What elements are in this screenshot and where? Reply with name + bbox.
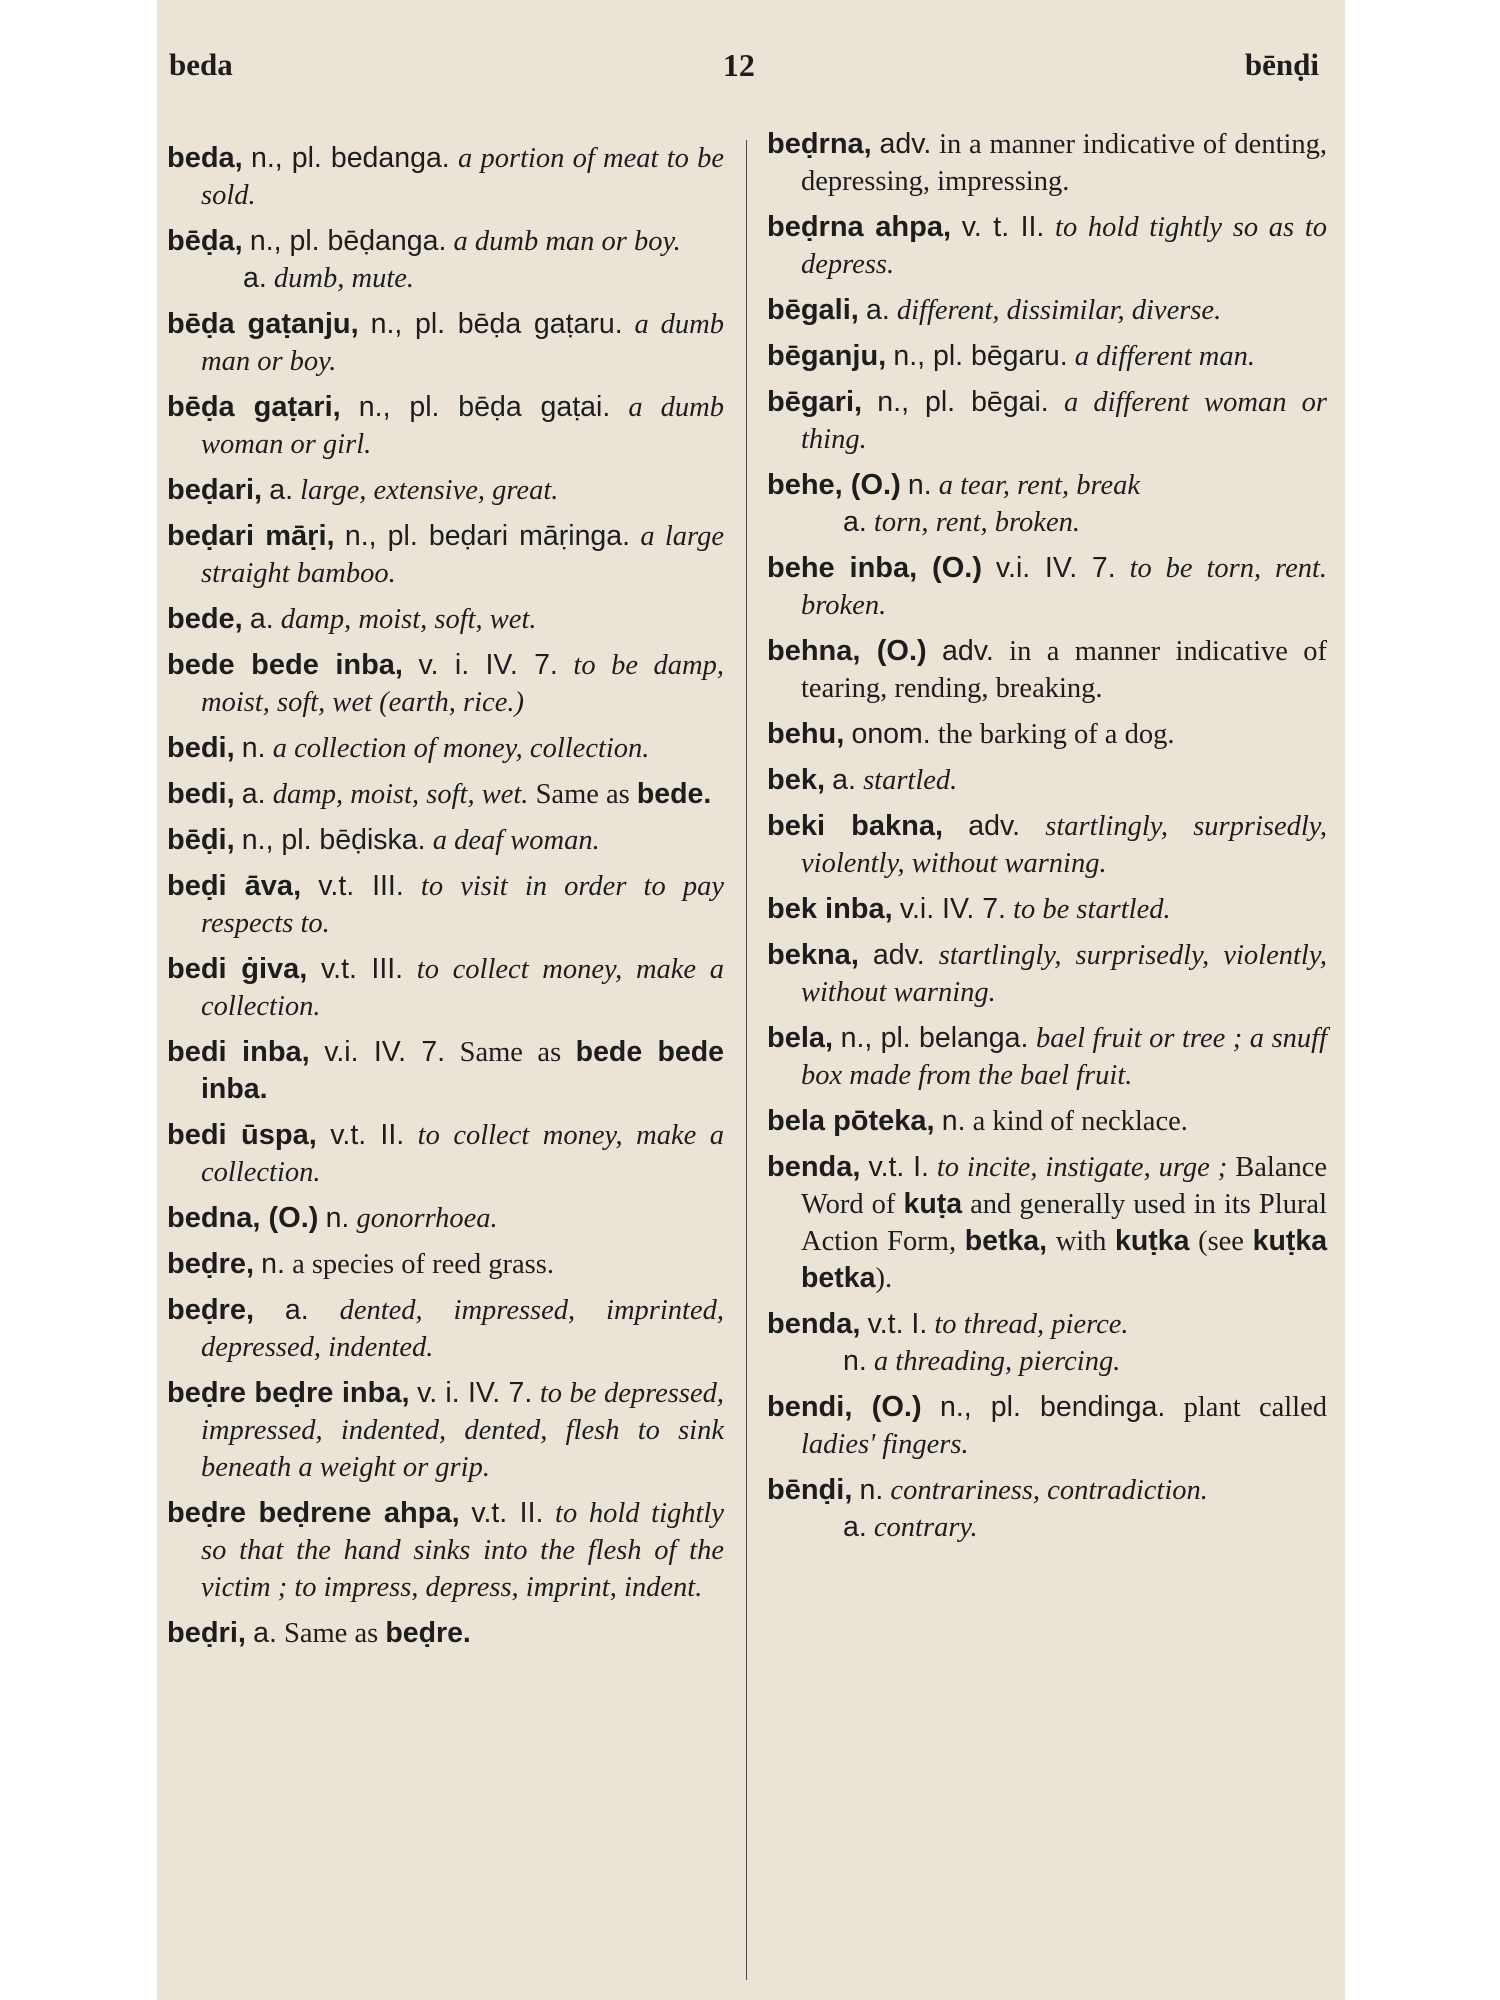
grammar-label: a. xyxy=(269,474,293,506)
headword: bēḍa, xyxy=(167,225,243,257)
note: (see xyxy=(1198,1226,1244,1257)
grammar-label: n., pl. bēḍa gaṭai. xyxy=(358,391,611,423)
dictionary-entry xyxy=(167,1117,724,1191)
grammar-label: v.t. I. xyxy=(868,1151,929,1183)
grammar-label: n. xyxy=(941,1105,966,1137)
headword: bede bede inba, xyxy=(167,649,403,681)
dictionary-page xyxy=(157,0,1345,2000)
left-column xyxy=(167,140,747,1980)
headword: bēgali, xyxy=(767,294,859,326)
dictionary-entry xyxy=(167,472,724,509)
headword: bede, xyxy=(167,603,243,635)
definition: to hold tightly so as to depress. xyxy=(801,212,1327,280)
dictionary-entry xyxy=(167,389,724,463)
grammar-label: v.i. IV. 7. xyxy=(324,1036,446,1068)
headword: beḍre, xyxy=(167,1294,255,1326)
dictionary-entry xyxy=(767,762,1327,799)
dictionary-entry xyxy=(167,1375,724,1486)
headword: bēganju, xyxy=(767,340,887,372)
headword: bedi, xyxy=(167,732,235,764)
dictionary-entry xyxy=(167,868,724,942)
note: the barking of a dog. xyxy=(937,719,1175,750)
definition: dented, impressed, imprinted, depressed, indented. xyxy=(201,1295,724,1363)
note: Same as xyxy=(535,779,630,810)
dictionary-entry xyxy=(767,467,1327,541)
definition: a tear, rent, break xyxy=(938,470,1141,501)
note: in a manner indicative of tearing, rending, breaking. xyxy=(801,636,1327,704)
definition: a dumb woman or girl. xyxy=(201,392,725,460)
grammar-label: a. xyxy=(253,1617,277,1649)
dictionary-entry xyxy=(767,292,1327,329)
grammar-label: n. xyxy=(241,732,266,764)
note: Same as xyxy=(284,1618,379,1649)
definition: a deaf woman. xyxy=(432,825,600,856)
grammar-label: adv. xyxy=(942,635,994,667)
dictionary-entry xyxy=(767,126,1327,200)
dictionary-entry xyxy=(767,808,1327,882)
headword: bedi, xyxy=(167,778,235,810)
dictionary-entry xyxy=(167,1292,724,1366)
note: in a manner indicative of denting, depressing, impressing. xyxy=(801,129,1328,197)
dictionary-entry xyxy=(767,633,1327,707)
grammar-label: a. xyxy=(865,294,890,326)
note: and generally used in its Plural Action Form, xyxy=(801,1189,1328,1257)
note: plant called xyxy=(1183,1392,1328,1423)
grammar-label: v.t. I. xyxy=(867,1308,928,1340)
headword: beḍari, xyxy=(167,474,263,506)
grammar-label: n. xyxy=(261,1248,285,1280)
grammar-label: a. xyxy=(843,506,867,538)
headword: benda, xyxy=(767,1308,861,1340)
dictionary-entry xyxy=(167,518,724,592)
cross-reference: bede bede inba. xyxy=(201,1036,725,1105)
definition: a large straight bamboo. xyxy=(201,521,724,589)
grammar-label: n. xyxy=(907,469,932,501)
grammar-label: adv. xyxy=(968,810,1021,842)
headword: bedi ġiva, xyxy=(167,953,308,985)
dictionary-entry xyxy=(167,647,724,721)
dictionary-entry xyxy=(767,891,1327,928)
headword: bekna, xyxy=(767,939,859,971)
grammar-label: n. xyxy=(325,1202,350,1234)
headword: bēḍa gaṭanju, xyxy=(167,308,359,340)
note: ). xyxy=(875,1263,893,1294)
grammar-label: n., pl. bēgaru. xyxy=(893,340,1068,372)
note: a species of reed grass. xyxy=(292,1249,554,1280)
headword: behna, (O.) xyxy=(767,635,927,667)
definition: startlingly, surprisedly, violently, without warning. xyxy=(801,811,1327,879)
cross-reference: betka, xyxy=(964,1225,1048,1257)
headword: bela, xyxy=(767,1022,834,1054)
dictionary-entry xyxy=(167,223,724,297)
headword: beḍrna ahpa, xyxy=(767,211,952,243)
definition: torn, rent, broken. xyxy=(873,507,1080,538)
dictionary-entry xyxy=(167,601,724,638)
headword: bela pōteka, xyxy=(767,1105,935,1137)
grammar-label: n. xyxy=(843,1345,867,1377)
grammar-label: v.i. IV. 7. xyxy=(995,552,1116,584)
headword: behe, (O.) xyxy=(767,469,901,501)
grammar-label: a. xyxy=(241,778,266,810)
grammar-label: n., pl. beḍari māṛinga. xyxy=(344,520,631,552)
headword: beḍari māṛi, xyxy=(167,520,335,552)
page-number: 12 xyxy=(722,46,755,83)
grammar-label: v.t. II. xyxy=(471,1497,544,1529)
grammar-label: a. xyxy=(843,1511,867,1543)
definition: bael fruit or tree ; a snuff box made from the bael fruit. xyxy=(801,1023,1328,1091)
headword: beda, xyxy=(167,142,243,174)
definition: to be startled. xyxy=(1013,894,1171,925)
dictionary-entry xyxy=(767,550,1327,624)
grammar-label: a. xyxy=(249,603,274,635)
definition: ladies' fingers. xyxy=(801,1429,969,1460)
dictionary-entry xyxy=(167,140,724,214)
grammar-label: v. i. IV. 7. xyxy=(418,649,558,681)
headword: bek inba, xyxy=(767,893,893,925)
definition: contrariness, contradiction. xyxy=(890,1475,1208,1506)
definition: a portion of meat to be sold. xyxy=(201,143,725,211)
dictionary-entry xyxy=(167,1034,724,1108)
grammar-label: v.t. II. xyxy=(330,1119,405,1151)
note: with xyxy=(1055,1226,1107,1257)
dictionary-entry xyxy=(767,716,1327,753)
headword: beki bakna, xyxy=(767,810,944,842)
grammar-label: v. i. IV. 7. xyxy=(417,1377,533,1409)
guide-word-left: beda xyxy=(169,47,233,82)
dictionary-entry xyxy=(767,1020,1327,1094)
headword: behe inba, (O.) xyxy=(767,552,982,584)
cross-reference: beḍre. xyxy=(385,1617,471,1649)
grammar-label: n., pl. bendinga. xyxy=(939,1391,1166,1423)
definition: large, extensive, great. xyxy=(300,475,559,506)
definition: a different woman or thing. xyxy=(801,387,1327,455)
definition: to be torn, rent. broken. xyxy=(801,553,1328,621)
definition: to incite, instigate, urge ; xyxy=(936,1152,1228,1183)
headword: beḍre beḍre inba, xyxy=(167,1377,410,1409)
cross-reference: bede. xyxy=(636,778,712,810)
grammar-label: n., pl. bēḍa gaṭaru. xyxy=(370,308,623,340)
dictionary-entry xyxy=(767,937,1327,1011)
definition: a threading, piercing. xyxy=(873,1346,1121,1377)
dictionary-entry xyxy=(167,306,724,380)
dictionary-entry xyxy=(167,730,724,767)
dictionary-entry xyxy=(767,1389,1327,1463)
grammar-label: n., pl. bedanga. xyxy=(251,142,450,174)
entry-columns xyxy=(167,126,1327,1970)
definition: startlingly, surprisedly, violently, without warning. xyxy=(801,940,1328,1008)
headword: bēḍi, xyxy=(167,824,235,856)
sub-sense xyxy=(801,1343,1327,1380)
definition: damp, moist, soft, wet. xyxy=(280,604,537,635)
dictionary-entry xyxy=(767,1103,1327,1140)
definition: different, dissimilar, diverse. xyxy=(896,295,1222,326)
grammar-label: v.t. III. xyxy=(321,953,404,985)
dictionary-entry xyxy=(167,951,724,1025)
note: Same as xyxy=(459,1037,562,1068)
definition: dumb, mute. xyxy=(273,263,415,294)
headword: bēḍa gaṭari, xyxy=(167,391,341,423)
headword: beḍrna, xyxy=(767,128,872,160)
definition: to thread, pierce. xyxy=(934,1309,1129,1340)
dictionary-entry xyxy=(767,384,1327,458)
definition: a dumb man or boy. xyxy=(453,226,681,257)
sub-sense xyxy=(201,260,724,297)
dictionary-entry xyxy=(167,822,724,859)
definition: to be depressed, impressed, indented, dented, flesh to sink beneath a weight or grip. xyxy=(201,1378,725,1483)
headword: bendi, (O.) xyxy=(767,1391,922,1423)
dictionary-entry xyxy=(767,209,1327,283)
definition: to collect money, make a collection. xyxy=(201,954,725,1022)
headword: benda, xyxy=(767,1151,861,1183)
running-head xyxy=(169,40,1319,90)
headword: behu, xyxy=(767,718,845,750)
grammar-label: n., pl. bēḍiska. xyxy=(241,824,426,856)
cross-reference: kuṭka betka xyxy=(801,1225,1328,1294)
grammar-label: adv. xyxy=(872,939,925,971)
definition: a collection of money, collection. xyxy=(272,733,650,764)
definition: to collect money, make a collection. xyxy=(201,1120,725,1188)
dictionary-entry xyxy=(767,338,1327,375)
grammar-label: n., pl. bēḍanga. xyxy=(249,225,447,257)
grammar-label: adv. xyxy=(879,128,932,160)
grammar-label: a. xyxy=(284,1294,309,1326)
grammar-label: a. xyxy=(832,764,856,796)
dictionary-entry xyxy=(167,776,724,813)
grammar-label: n. xyxy=(859,1474,884,1506)
cross-reference: kuṭa xyxy=(903,1188,963,1220)
guide-word-right: bēnḍi xyxy=(1244,47,1319,82)
dictionary-entry xyxy=(167,1200,724,1237)
sub-sense xyxy=(801,1509,1327,1546)
headword: beḍre beḍrene ahpa, xyxy=(167,1497,460,1529)
headword: bēgari, xyxy=(767,386,863,418)
definition: gonorrhoea. xyxy=(356,1203,498,1234)
definition: to be damp, moist, soft, wet (earth, rice.) xyxy=(201,650,725,718)
headword: bedi ūspa, xyxy=(167,1119,317,1151)
headword: bedi inba, xyxy=(167,1036,310,1068)
headword: bek, xyxy=(767,764,826,796)
definition: contrary. xyxy=(873,1512,978,1543)
dictionary-entry xyxy=(767,1149,1327,1297)
dictionary-entry xyxy=(167,1246,724,1283)
definition: a different man. xyxy=(1074,341,1255,372)
sub-sense xyxy=(801,504,1327,541)
headword: bēnḍi, xyxy=(767,1474,853,1506)
right-column xyxy=(747,126,1327,1970)
dictionary-entry xyxy=(167,1615,724,1652)
dictionary-entry xyxy=(767,1306,1327,1380)
headword: bedna, (O.) xyxy=(167,1202,319,1234)
cross-reference: kuṭka xyxy=(1115,1225,1190,1257)
grammar-label: v.i. IV. 7. xyxy=(899,893,1006,925)
grammar-label: n., pl. bēgai. xyxy=(877,386,1049,418)
note: a kind of necklace. xyxy=(972,1106,1188,1137)
dictionary-entry xyxy=(767,1472,1327,1546)
headword: beḍri, xyxy=(167,1617,246,1649)
grammar-label: n., pl. belanga. xyxy=(840,1022,1029,1054)
definition: to visit in order to pay respects to. xyxy=(201,871,724,939)
dictionary-entry xyxy=(167,1495,724,1606)
grammar-label: v.t. III. xyxy=(318,870,404,902)
definition: a dumb man or boy. xyxy=(201,309,725,377)
grammar-label: a. xyxy=(243,262,267,294)
definition: startled. xyxy=(863,765,958,796)
headword: beḍi āva, xyxy=(167,870,302,902)
definition: to hold tightly so that the hand sinks into the flesh of the victim ; to impress, depress, imprint, indent. xyxy=(201,1498,724,1603)
note: Balance Word of xyxy=(801,1152,1328,1220)
grammar-label: v. t. II. xyxy=(961,211,1045,243)
grammar-label: onom. xyxy=(851,718,931,750)
headword: beḍre, xyxy=(167,1248,255,1280)
definition: damp, moist, soft, wet. xyxy=(272,779,529,810)
